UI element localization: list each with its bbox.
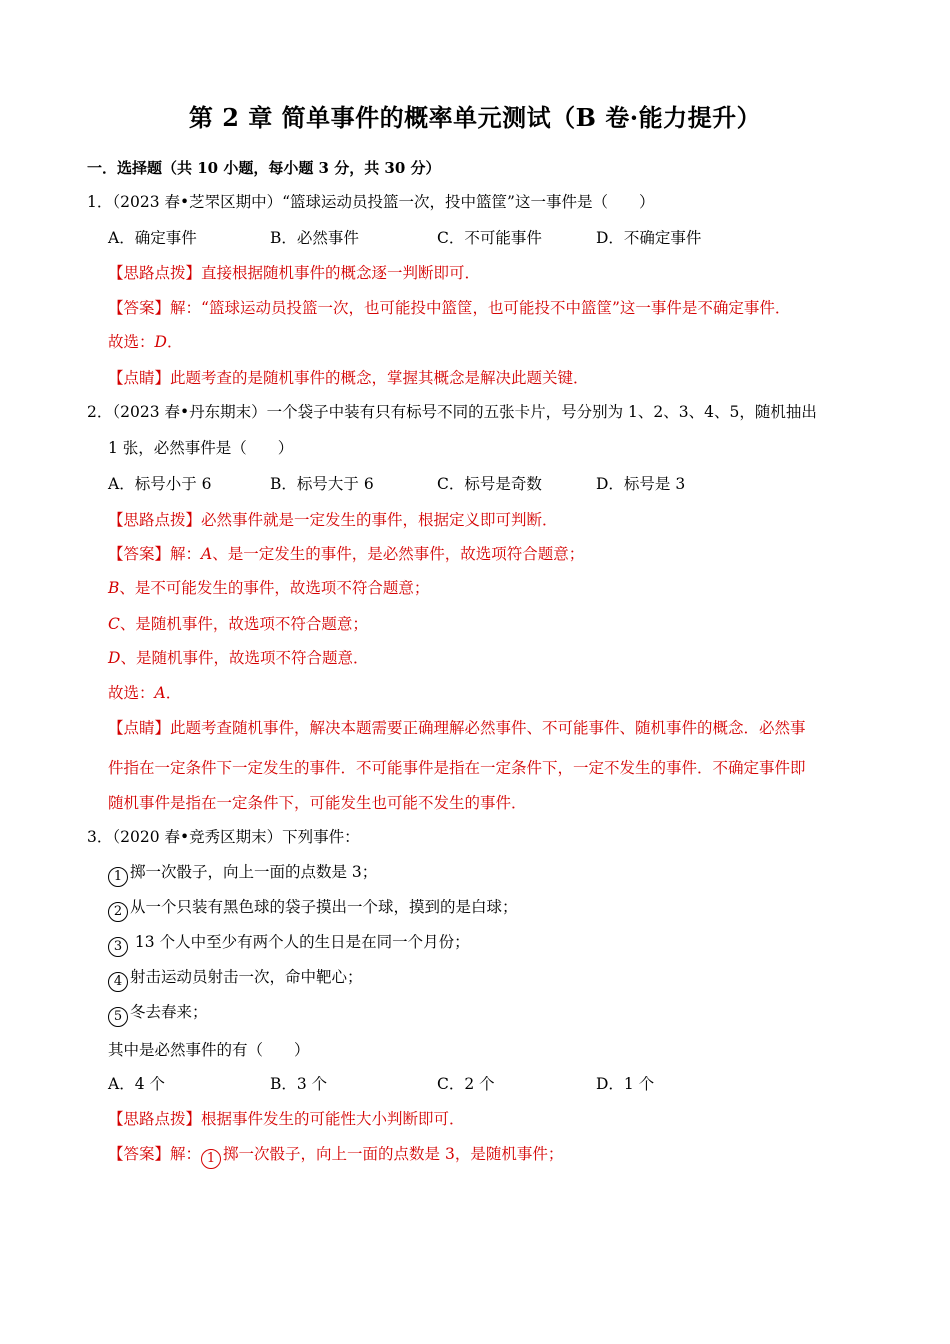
q3-item-1 <box>108 862 377 887</box>
hint-text: 必然事件就是一定发生的事件，根据定义即可判断． <box>201 511 558 529</box>
answer-text: 、是随机事件，故选项不符合题意； <box>119 615 368 633</box>
q1-hint <box>108 263 480 283</box>
q2-option-d: D．标号是 3 <box>596 475 686 493</box>
q1-stem: 1．（2023 春•芝罘区期中）“篮球运动员投篮一次，投中篮筐”这一事件是（ ） <box>87 193 655 211</box>
answer-letter: A <box>201 545 213 563</box>
page-title: 第 2 章 简单事件的概率单元测试（B 卷·能力提升） <box>188 103 762 132</box>
answer-letter: D <box>108 649 121 667</box>
q3-item-5 <box>108 1002 208 1027</box>
circled-number: 4 <box>108 972 128 992</box>
answer-text: 、是不可能发生的事件，故选项不符合题意； <box>119 579 430 597</box>
hint-tag: 【思路点拨】 <box>108 264 202 282</box>
answer-tag: 【答案】 <box>108 299 171 317</box>
note-tag: 【点睛】 <box>108 369 171 387</box>
answer-tag: 【答案】 <box>108 545 171 563</box>
choice-prefix: 故选： <box>108 684 155 702</box>
q2-hint <box>108 510 558 530</box>
q3-ask: 其中是必然事件的有（ ） <box>108 1041 310 1059</box>
q1-option-b: B．必然事件 <box>270 229 359 247</box>
hint-text: 根据事件发生的可能性大小判断即可． <box>201 1110 465 1128</box>
q2-answer-d <box>108 648 368 668</box>
answer-text: 、是随机事件，故选项不符合题意． <box>120 649 369 667</box>
answer-text: 解：“篮球运动员投篮一次，也可能投中篮筐，也可能投不中篮筐”这一事件是不确定事件． <box>170 299 791 317</box>
q2-choice <box>108 683 181 703</box>
q1-choice <box>108 332 182 352</box>
q1-note <box>108 368 589 388</box>
answer-prefix: 解： <box>170 1145 202 1163</box>
answer-text: 掷一次骰子，向上一面的点数是 3，是随机事件； <box>223 1145 564 1163</box>
q2-note-line2: 件指在一定条件下一定发生的事件．不可能事件是指在一定条件下，一定不发生的事件．不确定事件即 <box>108 759 806 777</box>
q2-answer-c <box>108 614 368 634</box>
choice-letter: D <box>154 333 167 351</box>
choice-suffix: ． <box>166 333 183 351</box>
q2-stem-line1: 2．（2023 春•丹东期末）一个袋子中装有只有标号不同的五张卡片，号分别为 1、2、3、4、5，随机抽出 <box>87 403 817 421</box>
item-text: 从一个只装有黑色球的袋子摸出一个球，摸到的是白球； <box>130 898 518 916</box>
q3-option-d: D．1 个 <box>596 1075 655 1093</box>
note-text: 此题考查随机事件，解决本题需要正确理解必然事件、不可能事件、随机事件的概念．必然事 <box>170 719 806 737</box>
answer-tag: 【答案】 <box>108 1145 171 1163</box>
item-text: 射击运动员射击一次，命中靶心； <box>130 968 363 986</box>
item-text: 13 个人中至少有两个人的生日是在同一个月份； <box>130 933 470 951</box>
q1-option-d: D．不确定事件 <box>596 229 702 247</box>
answer-letter: B <box>108 579 120 597</box>
item-text: 掷一次骰子，向上一面的点数是 3； <box>130 863 378 881</box>
answer-prefix: 解： <box>170 545 202 563</box>
q2-option-c: C．标号是奇数 <box>437 475 542 493</box>
circled-number: 1 <box>201 1149 221 1169</box>
q3-answer <box>108 1144 563 1169</box>
circled-number: 1 <box>108 867 128 887</box>
hint-text: 直接根据随机事件的概念逐一判断即可． <box>201 264 481 282</box>
circled-number: 3 <box>108 937 128 957</box>
q3-hint <box>108 1109 465 1129</box>
q3-stem: 3．（2020 春•竞秀区期末）下列事件： <box>87 828 360 846</box>
q3-item-4 <box>108 967 363 992</box>
choice-prefix: 故选： <box>108 333 155 351</box>
choice-suffix: ． <box>165 684 182 702</box>
answer-letter: C <box>108 615 120 633</box>
q1-option-a: A．确定事件 <box>108 229 197 247</box>
q2-stem-line2: 1 张，必然事件是（ ） <box>108 439 294 457</box>
circled-number: 2 <box>108 902 128 922</box>
answer-text: 、是一定发生的事件，是必然事件，故选项符合题意； <box>212 545 585 563</box>
q3-option-b: B．3 个 <box>270 1075 328 1093</box>
note-text: 此题考查的是随机事件的概念，掌握其概念是解决此题关键． <box>170 369 589 387</box>
choice-letter: A <box>154 684 166 702</box>
q3-item-3 <box>108 932 470 957</box>
note-tag: 【点睛】 <box>108 719 171 737</box>
q3-option-a: A．4 个 <box>108 1075 165 1093</box>
q2-note-line1 <box>108 718 806 738</box>
circled-number: 5 <box>108 1007 128 1027</box>
q1-option-c: C．不可能事件 <box>437 229 542 247</box>
q2-note-line3: 随机事件是指在一定条件下，可能发生也可能不发生的事件． <box>108 794 527 812</box>
q2-answer-a <box>108 544 584 564</box>
hint-tag: 【思路点拨】 <box>108 1110 202 1128</box>
q3-item-2 <box>108 897 518 922</box>
hint-tag: 【思路点拨】 <box>108 511 202 529</box>
item-text: 冬去春来； <box>130 1003 208 1021</box>
q2-option-a: A．标号小于 6 <box>108 475 212 493</box>
section-heading: 一．选择题（共 10 小题，每小题 3 分，共 30 分） <box>87 159 441 177</box>
q1-answer <box>108 298 790 318</box>
q2-answer-b <box>108 578 429 598</box>
q2-option-b: B．标号大于 6 <box>270 475 374 493</box>
q3-option-c: C．2 个 <box>437 1075 495 1093</box>
